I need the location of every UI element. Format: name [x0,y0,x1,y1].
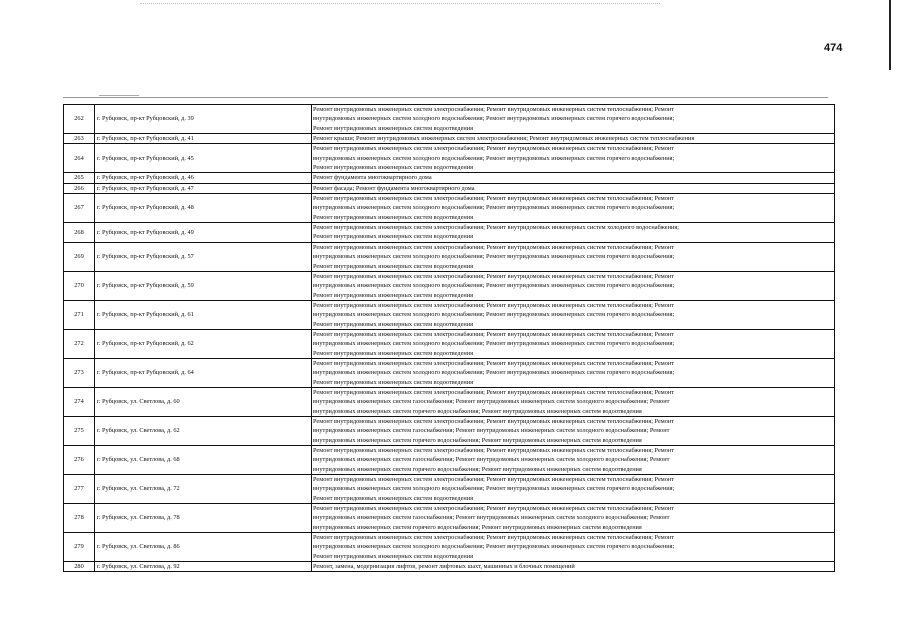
row-address: г. Рубцовск, пр-кт Рубцовский, д. 57 [95,242,312,271]
row-works: Ремонт внутридомовых инженерных систем электроснабжения; Ремонт внутридомовых инженерных систем теплоснабжения; Ремонт внутридомовых инженерных систем холодного водоснабжения; Ремонт внутридомовых инженерных систем горячего водоснабжения; Ремонт внутридомовых инженерных систем водоотведения [312,193,835,222]
row-address: г. Рубцовск, пр-кт Рубцовский, д. 64 [95,358,312,387]
table-row [64,193,835,222]
row-works: Ремонт внутридомовых инженерных систем электроснабжения; Ремонт внутридомовых инженерных систем теплоснабжения; Ремонт внутридомовых инженерных систем холодного водоснабжения; Ремонт внутридомовых инженерных систем горячего водоснабжения; Ремонт внутридомовых инженерных систем водоотведения [312,474,835,503]
row-works: Ремонт крыши; Ремонт внутридомовых инженерных систем электроснабжения; Ремонт внутридомовых инженерных систем теплоснабжения [312,134,835,144]
table-row [64,173,835,183]
row-address: г. Рубцовск, ул. Светлова, д. 86 [95,532,312,561]
table-row [64,474,835,503]
row-address: г. Рубцовск, пр-кт Рубцовский, д. 59 [95,271,312,300]
row-address: г. Рубцовск, ул. Светлова, д. 60 [95,387,312,416]
row-address: г. Рубцовск, пр-кт Рубцовский, д. 46 [95,173,312,183]
works-table-body [64,105,835,572]
row-number: 280 [64,561,95,571]
row-number: 275 [64,416,95,445]
row-number: 268 [64,222,95,242]
row-address: г. Рубцовск, пр-кт Рубцовский, д. 48 [95,193,312,222]
row-works: Ремонт фундамента многоквартирного дома [312,173,835,183]
row-number: 271 [64,300,95,329]
row-works: Ремонт внутридомовых инженерных систем электроснабжения; Ремонт внутридомовых инженерных систем теплоснабжения; Ремонт внутридомовых инженерных систем газоснабжения; Ремонт внутридомовых инженерных систем холодного водоснабжения; Ремонт внутридомовых инженерных систем горячего водоснабжения; Ремонт внутридомовых инженерных систем водоотведения [312,503,835,532]
row-works: Ремонт внутридомовых инженерных систем электроснабжения; Ремонт внутридомовых инженерных систем теплоснабжения; Ремонт внутридомовых инженерных систем холодного водоснабжения; Ремонт внутридомовых инженерных систем горячего водоснабжения; Ремонт внутридомовых инженерных систем водоотведения [312,144,835,173]
works-table [63,104,835,572]
row-number: 265 [64,173,95,183]
row-address: г. Рубцовск, пр-кт Рубцовский, д. 62 [95,329,312,358]
table-row [64,358,835,387]
row-address: г. Рубцовск, пр-кт Рубцовский, д. 41 [95,134,312,144]
row-works: Ремонт внутридомовых инженерных систем электроснабжения; Ремонт внутридомовых инженерных систем холодного водоснабжения; Ремонт внутридомовых инженерных систем водоотведения [312,222,835,242]
table-row [64,242,835,271]
table-row [64,105,835,134]
row-number: 273 [64,358,95,387]
row-works: Ремонт внутридомовых инженерных систем электроснабжения; Ремонт внутридомовых инженерных систем теплоснабжения; Ремонт внутридомовых инженерных систем газоснабжения; Ремонт внутридомовых инженерных систем холодного водоснабжения; Ремонт внутридомовых инженерных систем горячего водоснабжения; Ремонт внутридомовых инженерных систем водоотведения [312,416,835,445]
row-number: 272 [64,329,95,358]
row-number: 267 [64,193,95,222]
row-number: 278 [64,503,95,532]
table-row [64,416,835,445]
page-number: 474 [824,42,843,54]
row-address: г. Рубцовск, ул. Светлова, д. 72 [95,474,312,503]
row-works: Ремонт внутридомовых инженерных систем электроснабжения; Ремонт внутридомовых инженерных систем теплоснабжения; Ремонт внутридомовых инженерных систем холодного водоснабжения; Ремонт внутридомовых инженерных систем горячего водоснабжения; Ремонт внутридомовых инженерных систем водоотведения [312,242,835,271]
row-works: Ремонт внутридомовых инженерных систем электроснабжения; Ремонт внутридомовых инженерных систем теплоснабжения; Ремонт внутридомовых инженерных систем холодного водоснабжения; Ремонт внутридомовых инженерных систем горячего водоснабжения; Ремонт внутридомовых инженерных систем водоотведения [312,329,835,358]
table-row [64,134,835,144]
scan-artifact [140,3,660,5]
row-address: г. Рубцовск, пр-кт Рубцовский, д. 39 [95,105,312,134]
row-number: 277 [64,474,95,503]
row-address: г. Рубцовск, пр-кт Рубцовский, д. 49 [95,222,312,242]
table-row [64,300,835,329]
row-address: г. Рубцовск, ул. Светлова, д. 62 [95,416,312,445]
row-works: Ремонт, замена, модернизация лифтов, ремонт лифтовых шахт, машинных и блочных помещений [312,561,835,571]
table-row [64,503,835,532]
row-address: г. Рубцовск, ул. Светлова, д. 92 [95,561,312,571]
row-number: 264 [64,144,95,173]
row-number: 270 [64,271,95,300]
table-row [64,144,835,173]
row-address: г. Рубцовск, ул. Светлова, д. 78 [95,503,312,532]
row-works: Ремонт внутридомовых инженерных систем электроснабжения; Ремонт внутридомовых инженерных систем теплоснабжения; Ремонт внутридомовых инженерных систем газоснабжения; Ремонт внутридомовых инженерных систем холодного водоснабжения; Ремонт внутридомовых инженерных систем горячего водоснабжения; Ремонт внутридомовых инженерных систем водоотведения [312,445,835,474]
row-address: г. Рубцовск, пр-кт Рубцовский, д. 45 [95,144,312,173]
row-number: 274 [64,387,95,416]
row-works: Ремонт фасада; Ремонт фундамента многоквартирного дома [312,183,835,193]
row-address: г. Рубцовск, ул. Светлова, д. 68 [95,445,312,474]
table-row [64,222,835,242]
row-address: г. Рубцовск, пр-кт Рубцовский, д. 47 [95,183,312,193]
row-number: 262 [64,105,95,134]
works-table-container [63,97,828,572]
row-works: Ремонт внутридомовых инженерных систем электроснабжения; Ремонт внутридомовых инженерных систем теплоснабжения; Ремонт внутридомовых инженерных систем газоснабжения; Ремонт внутридомовых инженерных систем холодного водоснабжения; Ремонт внутридомовых инженерных систем горячего водоснабжения; Ремонт внутридомовых инженерных систем водоотведения [312,387,835,416]
row-number: 276 [64,445,95,474]
row-works: Ремонт внутридомовых инженерных систем электроснабжения; Ремонт внутридомовых инженерных систем теплоснабжения; Ремонт внутридомовых инженерных систем холодного водоснабжения; Ремонт внутридомовых инженерных систем горячего водоснабжения; Ремонт внутридомовых инженерных систем водоотведения [312,358,835,387]
table-row [64,329,835,358]
row-number: 266 [64,183,95,193]
row-works: Ремонт внутридомовых инженерных систем электроснабжения; Ремонт внутридомовых инженерных систем теплоснабжения; Ремонт внутридомовых инженерных систем холодного водоснабжения; Ремонт внутридомовых инженерных систем горячего водоснабжения; Ремонт внутридомовых инженерных систем водоотведения [312,105,835,134]
table-row [64,183,835,193]
row-works: Ремонт внутридомовых инженерных систем электроснабжения; Ремонт внутридомовых инженерных систем теплоснабжения; Ремонт внутридомовых инженерных систем холодного водоснабжения; Ремонт внутридомовых инженерных систем горячего водоснабжения; Ремонт внутридомовых инженерных систем водоотведения [312,532,835,561]
table-header-strip [63,97,828,104]
table-row [64,445,835,474]
row-address: г. Рубцовск, пр-кт Рубцовский, д. 61 [95,300,312,329]
table-row [64,271,835,300]
table-row [64,561,835,571]
page-edge-rule [889,0,891,70]
row-works: Ремонт внутридомовых инженерных систем электроснабжения; Ремонт внутридомовых инженерных систем теплоснабжения; Ремонт внутридомовых инженерных систем холодного водоснабжения; Ремонт внутридомовых инженерных систем горячего водоснабжения; Ремонт внутридомовых инженерных систем водоотведения [312,300,835,329]
row-number: 279 [64,532,95,561]
row-works: Ремонт внутридомовых инженерных систем электроснабжения; Ремонт внутридомовых инженерных систем теплоснабжения; Ремонт внутридомовых инженерных систем холодного водоснабжения; Ремонт внутридомовых инженерных систем горячего водоснабжения; Ремонт внутридомовых инженерных систем водоотведения [312,271,835,300]
row-number: 269 [64,242,95,271]
table-row [64,532,835,561]
row-number: 263 [64,134,95,144]
table-row [64,387,835,416]
